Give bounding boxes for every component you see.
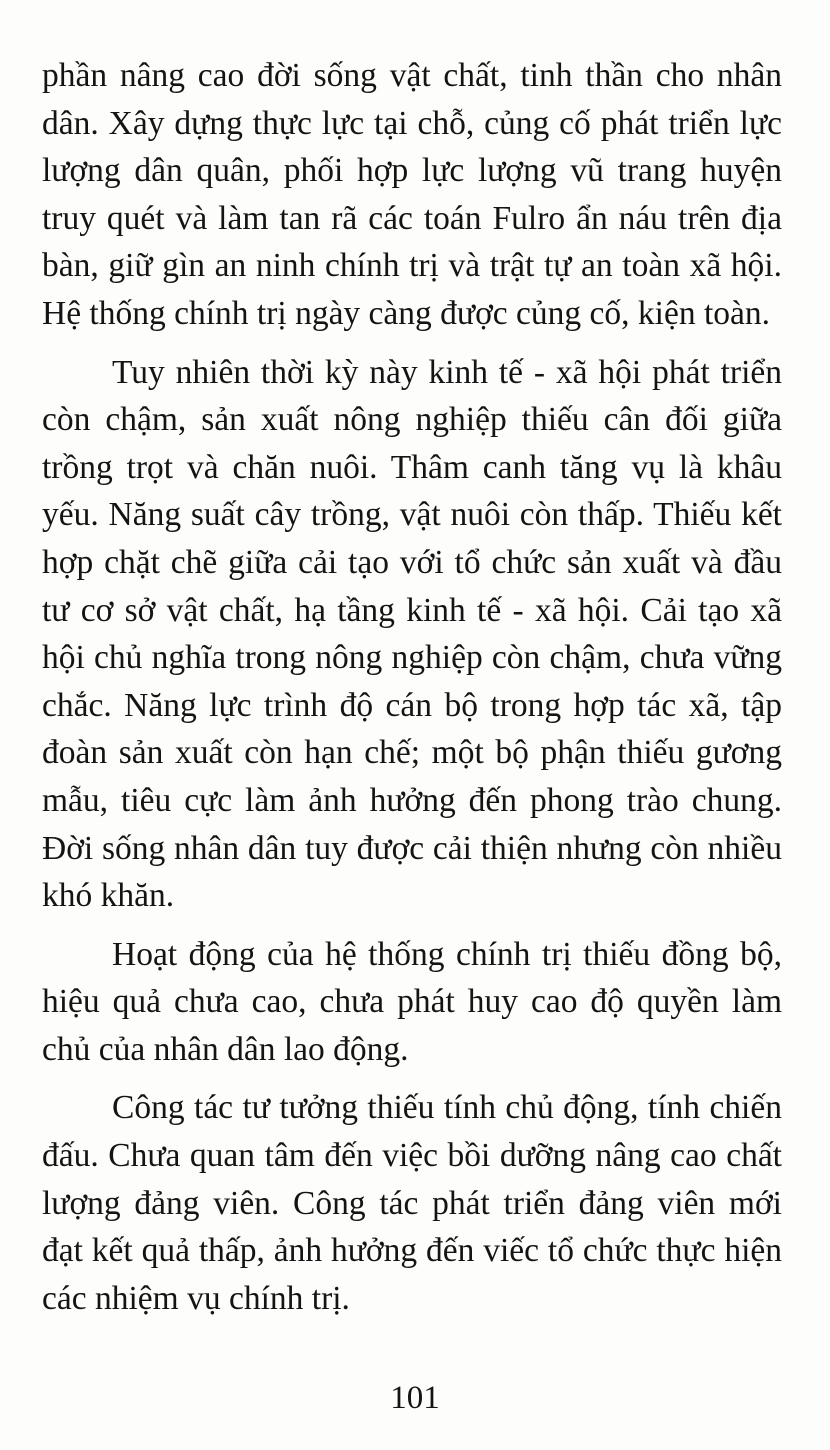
paragraph-ideological-work: Công tác tư tưởng thiếu tính chủ động, tính chiến đấu. Chưa quan tâm đến việc bồi dưỡng nâng cao chất lượng đảng viên. Công tác phát triển đảng viên mới đạt kết quả thấp, ảnh hưởng đến viếc tổ chức thực hiện các nhiệm vụ chính trị. [42, 1089, 782, 1317]
page-number: 101 [390, 1380, 440, 1416]
paragraph-political-system: Hoạt động của hệ thống chính trị thiếu đồng bộ, hiệu quả chưa cao, chưa phát huy cao độ quyền làm chủ của nhân dân lao động. [42, 935, 782, 1068]
paragraph-continuation: phần nâng cao đời sống vật chất, tinh thần cho nhân dân. Xây dựng thực lực tại chỗ, củng cố phát triển lực lượng dân quân, phối hợp lực lượng vũ trang huyện truy quét và làm tan rã các toán Fulro ẩn náu trên địa bàn, giữ gìn an ninh chính trị và trật tự an toàn xã hội. Hệ thống chính trị ngày càng được củng cố, kiện toàn. [42, 57, 782, 332]
body-text [42, 52, 782, 1333]
paragraph-limitations: Tuy nhiên thời kỳ này kinh tế - xã hội phát triển còn chậm, sản xuất nông nghiệp thiếu cân đối giữa trồng trọt và chăn nuôi. Thâm canh tăng vụ là khâu yếu. Năng suất cây trồng, vật nuôi còn thấp. Thiếu kết hợp chặt chẽ giữa cải tạo với tổ chức sản xuất và đầu tư cơ sở vật chất, hạ tầng kinh tế - xã hội. Cải tạo xã hội chủ nghĩa trong nông nghiệp còn chậm, chưa vững chắc. Năng lực trình độ cán bộ trong hợp tác xã, tập đoàn sản xuất còn hạn chế; một bộ phận thiếu gương mẫu, tiêu cực làm ảnh hưởng đến phong trào chung. Đời sống nhân dân tuy được cải thiện nhưng còn nhiều khó khăn. [42, 353, 782, 915]
